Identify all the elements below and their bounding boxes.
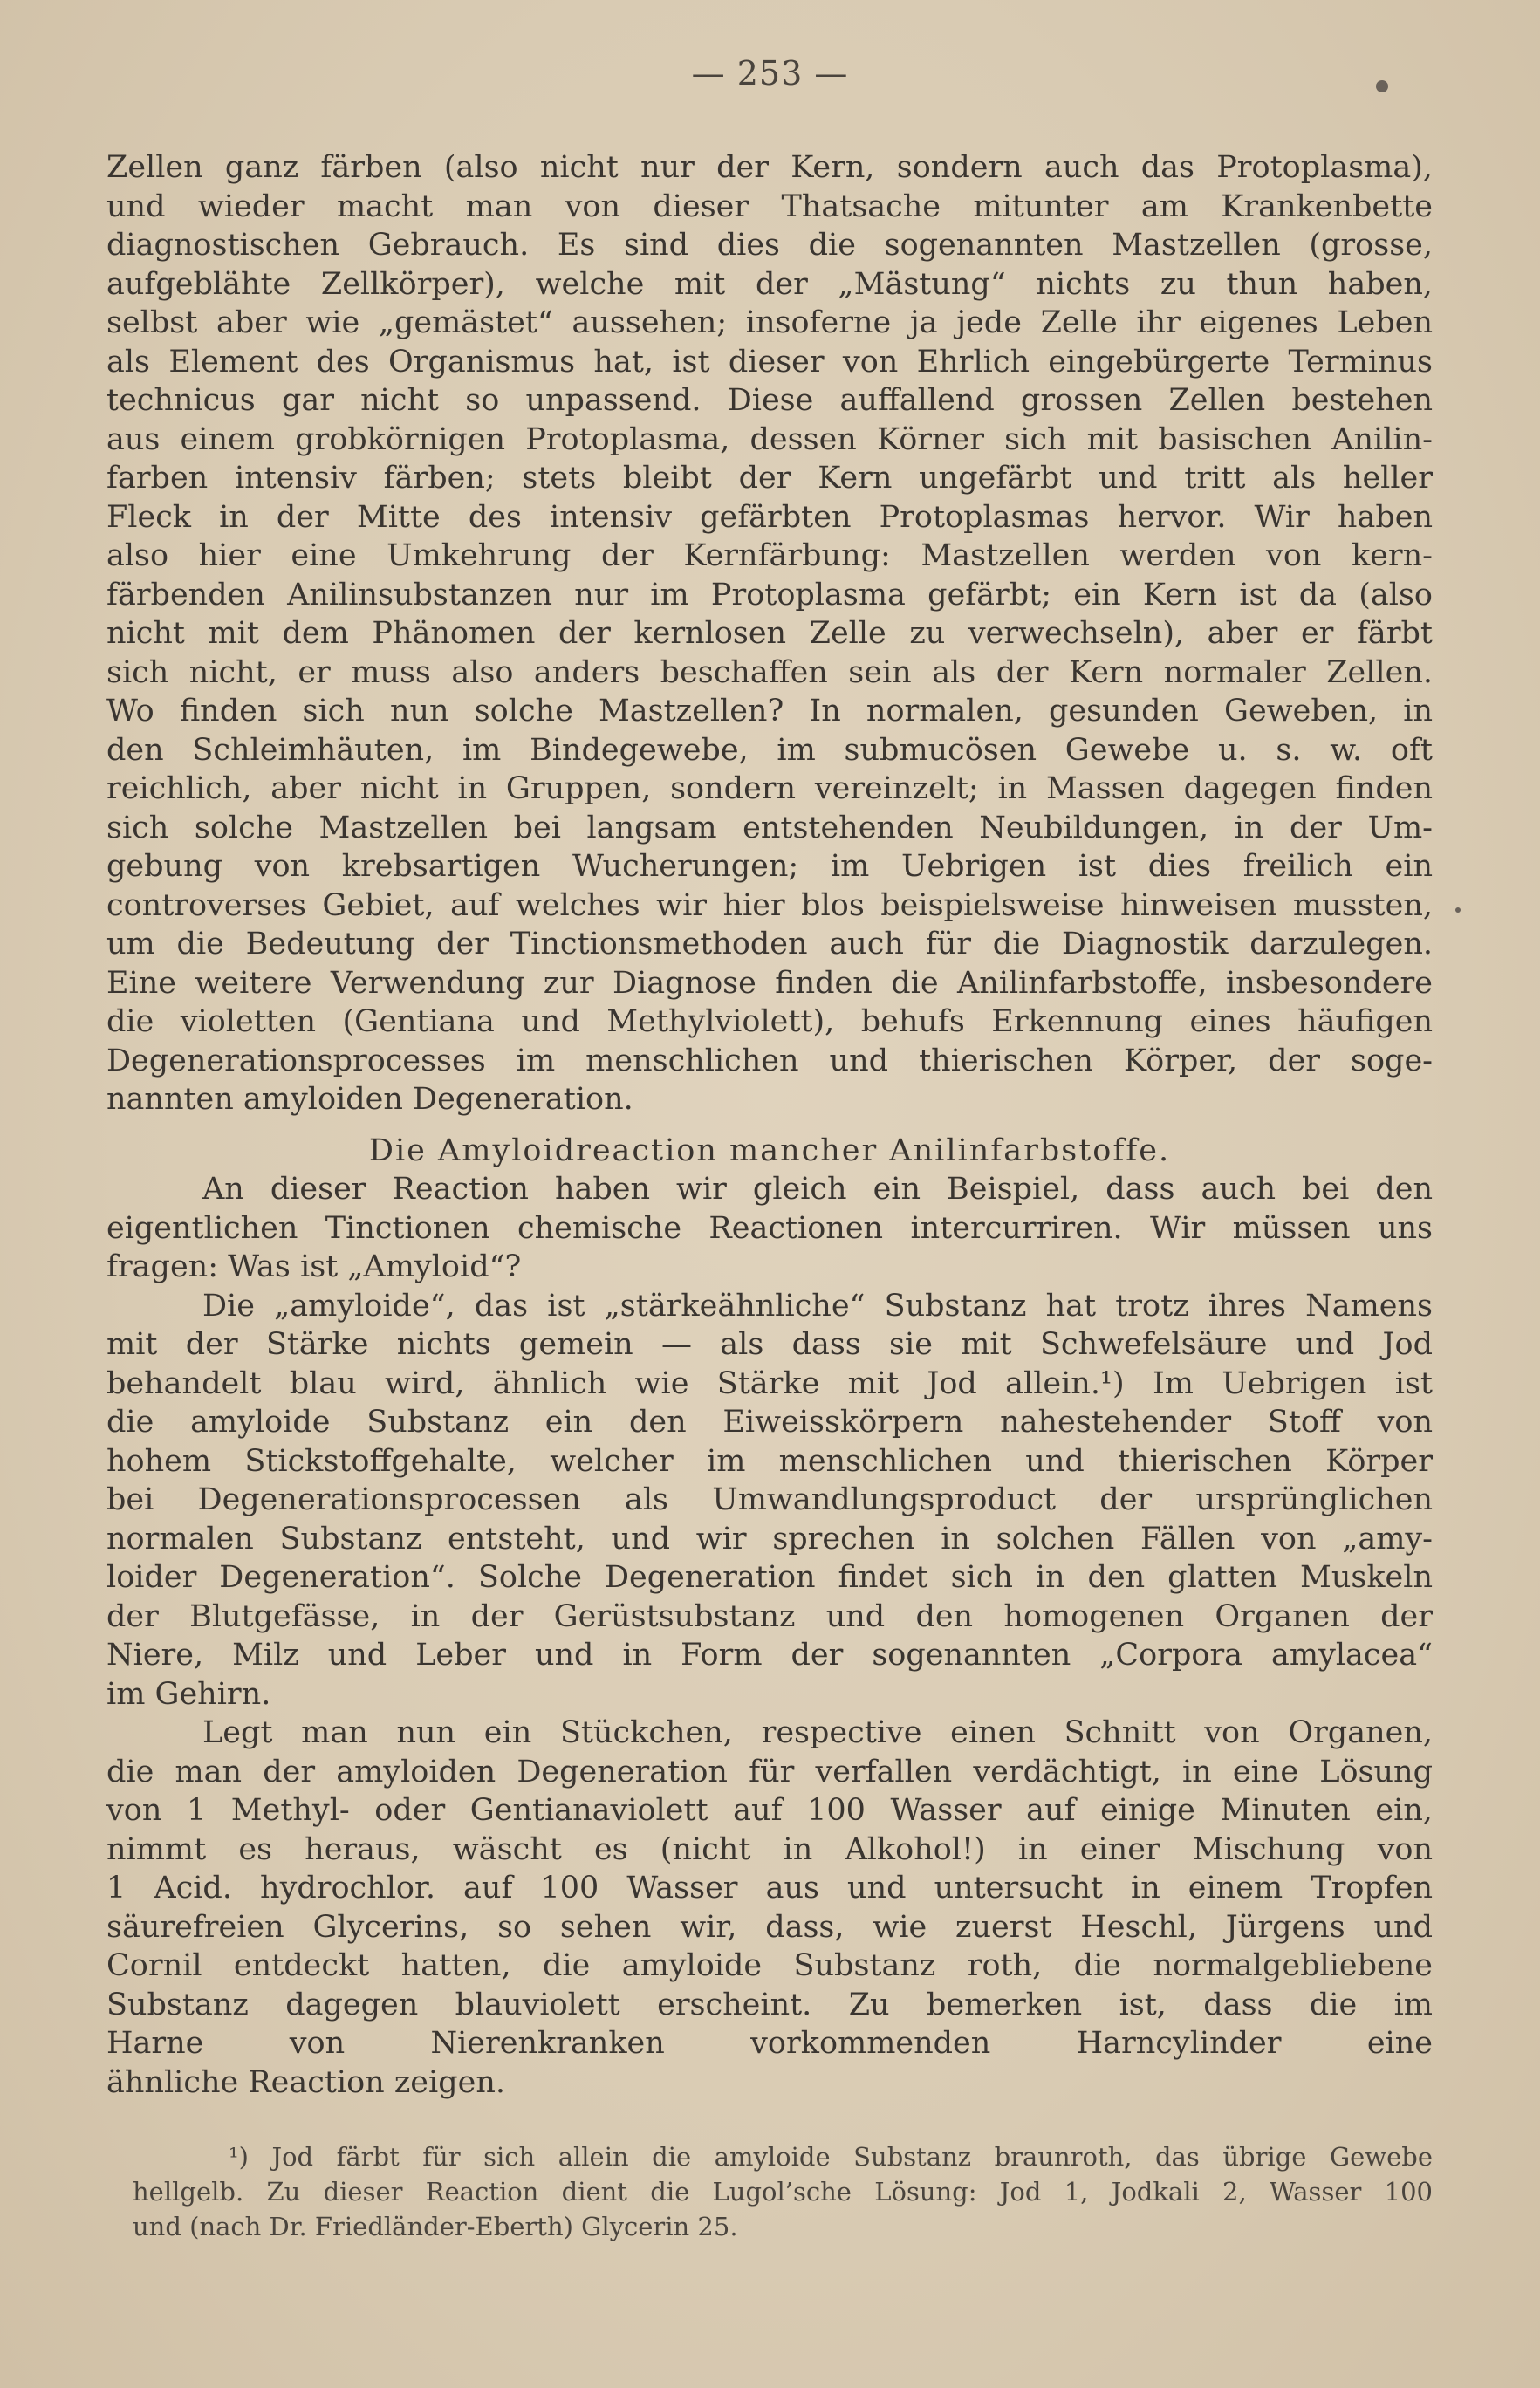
text-line: Zellen ganz färben (also nicht nur der Kern, sondern auch das Protoplasma),	[106, 150, 1433, 185]
text-line: säurefreien Glycerins, so sehen wir, dass, wie zuerst Heschl, Jürgens und	[106, 1909, 1433, 1945]
text-line: sich nicht, er muss also anders beschaffen sein als der Kern normaler Zellen.	[106, 654, 1433, 690]
text-line: Legt man nun ein Stückchen, respective einen Schnitt von Organen,	[202, 1715, 1433, 1750]
text-line: fragen: Was ist „Amyloid“?	[106, 1249, 522, 1284]
text-line: Cornil entdeckt hatten, die amyloide Substanz roth, die normalgebliebene	[106, 1948, 1433, 1983]
text-line: färbenden Anilinsubstanzen nur im Protoplasma gefärbt; ein Kern ist da (also	[106, 577, 1433, 612]
text-line: nicht mit dem Phänomen der kernlosen Zelle zu verwechseln), aber er färbt	[106, 616, 1433, 651]
text-line: gebung von krebsartigen Wucherungen; im Uebrigen ist dies freilich ein	[106, 849, 1433, 884]
text-line: selbst aber wie „gemästet“ aussehen; insoferne ja jede Zelle ihr eigenes Leben	[106, 305, 1433, 340]
text-line: die violetten (Gentiana und Methylviolett), behufs Erkennung eines häufigen	[106, 1004, 1433, 1039]
footnote-line: und (nach Dr. Friedländer-Eberth) Glycerin 25.	[133, 2212, 738, 2241]
text-line: aufgeblähte Zellkörper), welche mit der „Mästung“ nichts zu thun haben,	[106, 266, 1433, 302]
text-line: von 1 Methyl- oder Gentianaviolett auf 100 Wasser auf einige Minuten ein,	[106, 1793, 1433, 1828]
text-line: und wieder macht man von dieser Thatsache mitunter am Krankenbette	[106, 188, 1433, 224]
text-line: Fleck in der Mitte des intensiv gefärbten Protoplasmas hervor. Wir haben	[106, 499, 1433, 535]
text-line: Eine weitere Verwendung zur Diagnose finden die Anilinfarbstoffe, insbesondere	[106, 965, 1433, 1001]
text-line: technicus gar nicht so unpassend. Diese auffallend grossen Zellen bestehen	[106, 383, 1433, 418]
text-line: An dieser Reaction haben wir gleich ein Beispiel, dass auch bei den	[202, 1172, 1433, 1207]
text-line: Harne von Nierenkranken vorkommenden Harncylinder eine	[106, 2026, 1433, 2061]
text-line: im Gehirn.	[106, 1676, 271, 1712]
footnote	[133, 2139, 1433, 2244]
footnote-line: hellgelb. Zu dieser Reaction dient die Lugol’sche Lösung: Jod 1, Jodkali 2, Wasser 100	[133, 2177, 1433, 2207]
text-line: den Schleimhäuten, im Bindegewebe, im submucösen Gewebe u. s. w. oft	[106, 732, 1433, 768]
text-line: Degenerationsprocesses im menschlichen und thierischen Körper, der soge-	[106, 1043, 1433, 1078]
text-line: der Blutgefässe, in der Gerüstsubstanz und den homogenen Organen der	[106, 1598, 1433, 1634]
text-line: bei Degenerationsprocessen als Umwandlungsproduct der ursprünglichen	[106, 1482, 1433, 1517]
text-line: nimmt es heraus, wäscht es (nicht in Alkohol!) in einer Mischung von	[106, 1831, 1433, 1867]
text-line: nannten amyloiden Degeneration.	[106, 1082, 633, 1117]
text-line: controverses Gebiet, auf welches wir hier blos beispielsweise hinweisen mussten,	[106, 887, 1433, 923]
text-line: Wo finden sich nun solche Mastzellen? In normalen, gesunden Geweben, in	[106, 694, 1433, 729]
text-line: als Element des Organismus hat, ist dieser von Ehrlich eingebürgerte Terminus	[106, 344, 1433, 380]
text-line: Die „amyloide“, das ist „stärkeähnliche“ Substanz hat trotz ihres Namens	[202, 1288, 1433, 1324]
text-line: normalen Substanz entsteht, und wir sprechen in solchen Fällen von „amy-	[106, 1521, 1433, 1557]
ink-speck	[1376, 80, 1388, 92]
ink-speck	[1455, 907, 1461, 913]
text-line: hohem Stickstoffgehalte, welcher im menschlichen und thierischen Körper	[106, 1443, 1433, 1479]
text-line: farben intensiv färben; stets bleibt der Kern ungefärbt und tritt als heller	[106, 461, 1433, 496]
text-line: ähnliche Reaction zeigen.	[106, 2064, 505, 2100]
text-line: mit der Stärke nichts gemein — als dass sie mit Schwefelsäure und Jod	[106, 1327, 1433, 1362]
text-line: also hier eine Umkehrung der Kernfärbung: Mastzellen werden von kern-	[106, 538, 1433, 573]
text-line: loider Degeneration“. Solche Degeneration findet sich in den glatten Muskeln	[106, 1560, 1433, 1595]
text-line: Niere, Milz und Leber und in Form der sogenannten „Corpora amylacea“	[106, 1638, 1433, 1673]
section-gap	[106, 1119, 1433, 1132]
text-line: sich solche Mastzellen bei langsam entstehenden Neubildungen, in der Um-	[106, 810, 1433, 845]
body-text	[106, 148, 1433, 2102]
footnote-line: ¹) Jod färbt für sich allein die amyloide Substanz braunroth, das übrige Gewebe	[229, 2142, 1433, 2172]
text-line: 1 Acid. hydrochlor. auf 100 Wasser aus und untersucht in einem Tropfen	[106, 1871, 1433, 1906]
page-number: — 253 —	[691, 54, 849, 92]
section-heading: Die Amyloidreaction mancher Anilinfarbstoffe.	[368, 1132, 1171, 1168]
text-line: eigentlichen Tinctionen chemische Reactionen intercurriren. Wir müssen uns	[106, 1210, 1433, 1246]
text-line: die amyloide Substanz ein den Eiweisskörpern nahestehender Stoff von	[106, 1405, 1433, 1440]
text-line: behandelt blau wird, ähnlich wie Stärke mit Jod allein.¹) Im Uebrigen ist	[106, 1365, 1433, 1401]
text-line: reichlich, aber nicht in Gruppen, sondern vereinzelt; in Massen dagegen finden	[106, 771, 1433, 806]
text-line: aus einem grobkörnigen Protoplasma, dessen Körner sich mit basischen Anilin-	[106, 421, 1433, 457]
text-line: Substanz dagegen blauviolett erscheint. Zu bemerken ist, dass die im	[106, 1987, 1433, 2022]
text-line: diagnostischen Gebrauch. Es sind dies die sogenannten Mastzellen (grosse,	[106, 228, 1433, 263]
text-line: um die Bedeutung der Tinctionsmethoden auch für die Diagnostik darzulegen.	[106, 927, 1433, 961]
text-line: die man der amyloiden Degeneration für verfallen verdächtigt, in eine Lösung	[106, 1754, 1433, 1789]
